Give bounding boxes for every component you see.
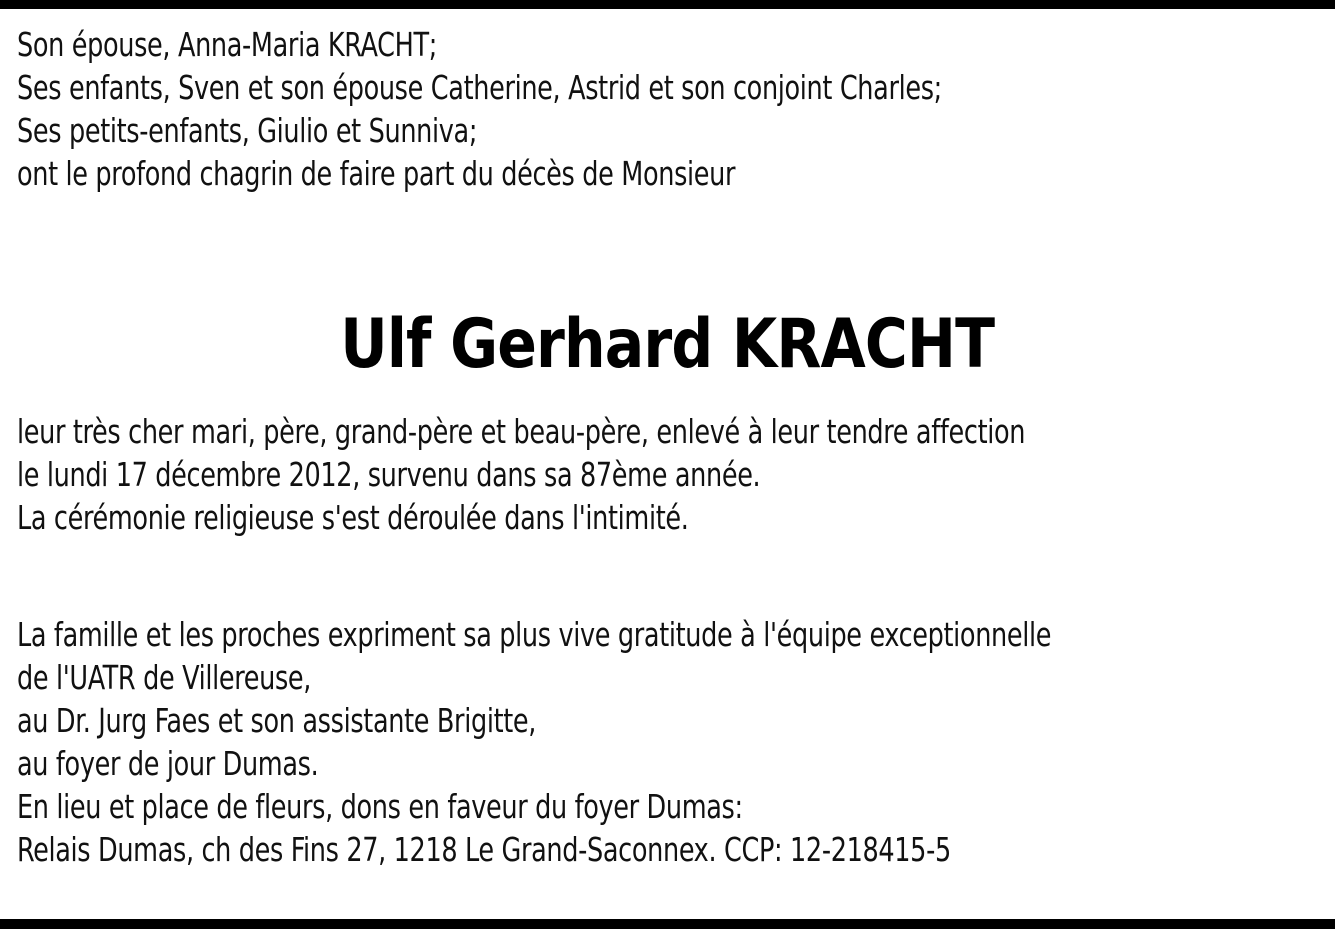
details-line-relation: leur très cher mari, père, grand-père et beau-père, enlevé à leur tendre affection [17, 412, 1026, 451]
family-announcement [17, 23, 1327, 195]
announcement-line-spouse: Son épouse, Anna-Maria KRACHT; [17, 25, 438, 64]
details-line-ceremony: La cérémonie religieuse s'est déroulée dans l'intimité. [17, 498, 689, 537]
thanks-line-donations: En lieu et place de fleurs, dons en faveur du foyer Dumas: [17, 787, 743, 826]
thanks-line-day-care: au foyer de jour Dumas. [17, 744, 319, 783]
thanks-line-gratitude: La famille et les proches expriment sa plus vive gratitude à l'équipe exceptionnelle [17, 615, 1052, 654]
details-line-date: le lundi 17 décembre 2012, survenu dans sa 87ème année. [17, 455, 761, 494]
announcement-line-notice: ont le profond chagrin de faire part du décès de Monsieur [17, 154, 736, 193]
acknowledgements [17, 613, 1327, 871]
announcement-line-grandchildren: Ses petits-enfants, Giulio et Sunniva; [17, 111, 478, 150]
deceased-name-heading [0, 303, 1335, 387]
death-details [17, 410, 1327, 539]
bottom-border-rule [0, 919, 1335, 929]
thanks-line-uatr: de l'UATR de Villereuse, [17, 658, 312, 697]
thanks-line-doctor: au Dr. Jurg Faes et son assistante Brigitte, [17, 701, 537, 740]
thanks-line-address: Relais Dumas, ch des Fins 27, 1218 Le Grand-Saconnex. CCP: 12-218415-5 [17, 830, 951, 869]
deceased-name: Ulf Gerhard KRACHT [340, 305, 995, 384]
top-border-rule [0, 0, 1335, 9]
announcement-line-children: Ses enfants, Sven et son épouse Catherine, Astrid et son conjoint Charles; [17, 68, 942, 107]
